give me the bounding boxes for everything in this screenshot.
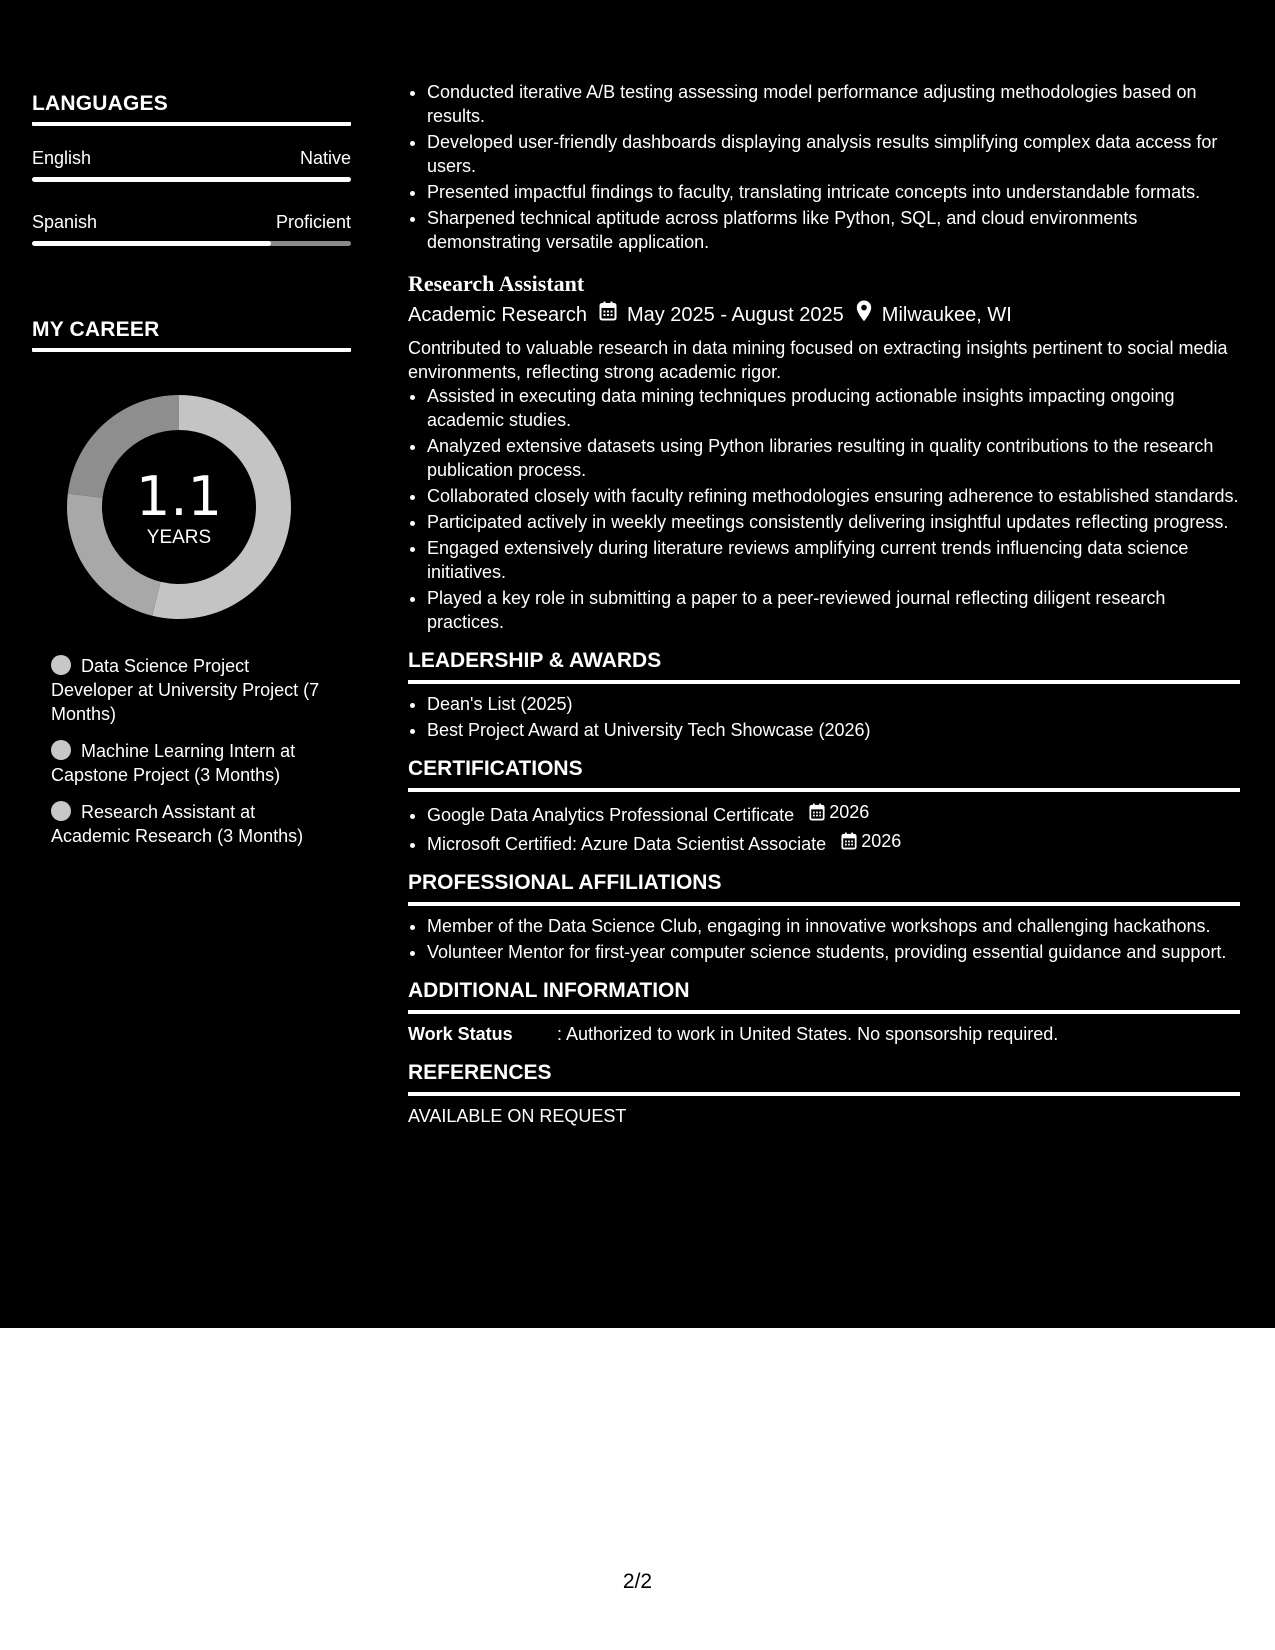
- language-item: [32, 212, 351, 246]
- certification-item: [427, 829, 1240, 856]
- main-content: [408, 80, 1240, 1128]
- references-section: [408, 1060, 1240, 1128]
- language-name: English: [32, 148, 92, 168]
- bullet-item: • Conducted iterative A/B testing assessing model performance adjusting methodologies based on results.: [427, 80, 1240, 128]
- job-bullets: [408, 384, 1240, 634]
- language-proficiency-bar: [32, 241, 351, 246]
- bullet-item: • Played a key role in submitting a paper to a peer-reviewed journal reflecting diligent research practices.: [427, 586, 1240, 634]
- additional-info-section: [408, 978, 1240, 1046]
- language-item: [32, 148, 351, 182]
- languages-heading: LANGUAGES: [32, 92, 351, 126]
- bullet-item: • Developed user-friendly dashboards displaying analysis results simplifying complex data access for users.: [427, 130, 1240, 178]
- certification-item: [427, 800, 1240, 827]
- career-total-unit: YEARS: [146, 527, 212, 548]
- leadership-section: [408, 648, 1240, 742]
- certification-year: 2026: [861, 831, 902, 851]
- calendar-icon: [809, 803, 825, 821]
- references-text: AVAILABLE ON REQUEST: [408, 1106, 627, 1126]
- references-heading: REFERENCES: [408, 1060, 1240, 1096]
- career-heading: MY CAREER: [32, 318, 351, 352]
- certifications-heading: CERTIFICATIONS: [408, 756, 1240, 792]
- work-status-value: : Authorized to work in United States. No sponsorship required.: [557, 1024, 1059, 1044]
- bullet-item: • Best Project Award at University Tech Showcase (2026): [427, 718, 1240, 742]
- job-summary: Contributed to valuable research in data mining focused on extracting insights pertinent to social media environments, reflecting strong academic rigor.: [408, 338, 1228, 382]
- leadership-list: [408, 692, 1240, 742]
- bullet-item: • Analyzed extensive datasets using Python libraries resulting in quality contributions to the research publication process.: [427, 434, 1240, 482]
- legend-dot-icon: [51, 801, 71, 821]
- job-location: Milwaukee, WI: [881, 304, 1012, 326]
- career-legend: [51, 654, 321, 848]
- languages-section: [32, 92, 351, 246]
- bullet-item: • Assisted in executing data mining techniques producing actionable insights impacting ongoing academic studies.: [427, 384, 1240, 432]
- additional-info-heading: ADDITIONAL INFORMATION: [408, 978, 1240, 1014]
- bullet-item: • Collaborated closely with faculty refining methodologies ensuring adherence to established standards.: [427, 484, 1240, 508]
- sidebar: [32, 92, 351, 861]
- language-name: Spanish: [32, 212, 98, 232]
- career-legend-item: Research Assistant at Academic Research (3 Months): [51, 802, 304, 846]
- calendar-icon: [599, 301, 617, 329]
- page-number: 2/2: [622, 1570, 653, 1593]
- language-proficiency-bar: [32, 177, 351, 182]
- leadership-heading: LEADERSHIP & AWARDS: [408, 648, 1240, 684]
- location-pin-icon: [856, 300, 872, 330]
- affiliations-section: [408, 870, 1240, 964]
- bullet-item: • Participated actively in weekly meetings consistently delivering insightful updates reflecting progress.: [427, 510, 1240, 534]
- job-entry: [408, 270, 1240, 634]
- language-proficiency-fill: [32, 241, 271, 246]
- bullet-item: • Sharpened technical aptitude across platforms like Python, SQL, and cloud environments demonstrating versatile application.: [427, 206, 1240, 254]
- bullet-item: • Member of the Data Science Club, engaging in innovative workshops and challenging hackathons.: [427, 914, 1240, 938]
- bullet-item: • Engaged extensively during literature reviews amplifying current trends influencing data science initiatives.: [427, 536, 1240, 584]
- bullet-item: • Dean's List (2025): [427, 692, 1240, 716]
- job-company: Academic Research: [408, 304, 587, 326]
- certifications-section: [408, 756, 1240, 856]
- job-title: Research Assistant: [408, 271, 585, 296]
- bullet-item: • Presented impactful findings to faculty, translating intricate concepts into understandable formats.: [427, 180, 1240, 204]
- career-total-value: 1.1: [136, 465, 222, 528]
- legend-dot-icon: [51, 655, 71, 675]
- affiliations-heading: PROFESSIONAL AFFILIATIONS: [408, 870, 1240, 906]
- certifications-list: [408, 800, 1240, 856]
- job-dates: May 2025 - August 2025: [626, 304, 844, 326]
- previous-job-bullets: [408, 80, 1240, 254]
- certification-name: Microsoft Certified: Azure Data Scientist Associate: [427, 834, 827, 854]
- calendar-icon: [841, 832, 857, 850]
- certification-name: Google Data Analytics Professional Certificate: [427, 805, 795, 825]
- languages-list: [32, 148, 351, 246]
- legend-dot-icon: [51, 740, 71, 760]
- career-legend-item: Data Science Project Developer at University Project (7 Months): [51, 656, 320, 724]
- career-legend-item: Machine Learning Intern at Capstone Project (3 Months): [51, 741, 296, 785]
- work-status-label: Work Status: [408, 1024, 513, 1044]
- language-level: Proficient: [275, 212, 351, 232]
- language-proficiency-fill: [32, 177, 351, 182]
- work-status-row: [408, 1022, 1240, 1046]
- language-level: Native: [299, 148, 351, 168]
- bullet-item: • Volunteer Mentor for first-year computer science students, providing essential guidance and support.: [427, 940, 1240, 964]
- affiliations-list: [408, 914, 1240, 964]
- certification-year: 2026: [829, 802, 870, 822]
- career-section: [32, 318, 351, 848]
- job-meta: [408, 300, 1240, 330]
- career-donut-chart: [66, 394, 292, 620]
